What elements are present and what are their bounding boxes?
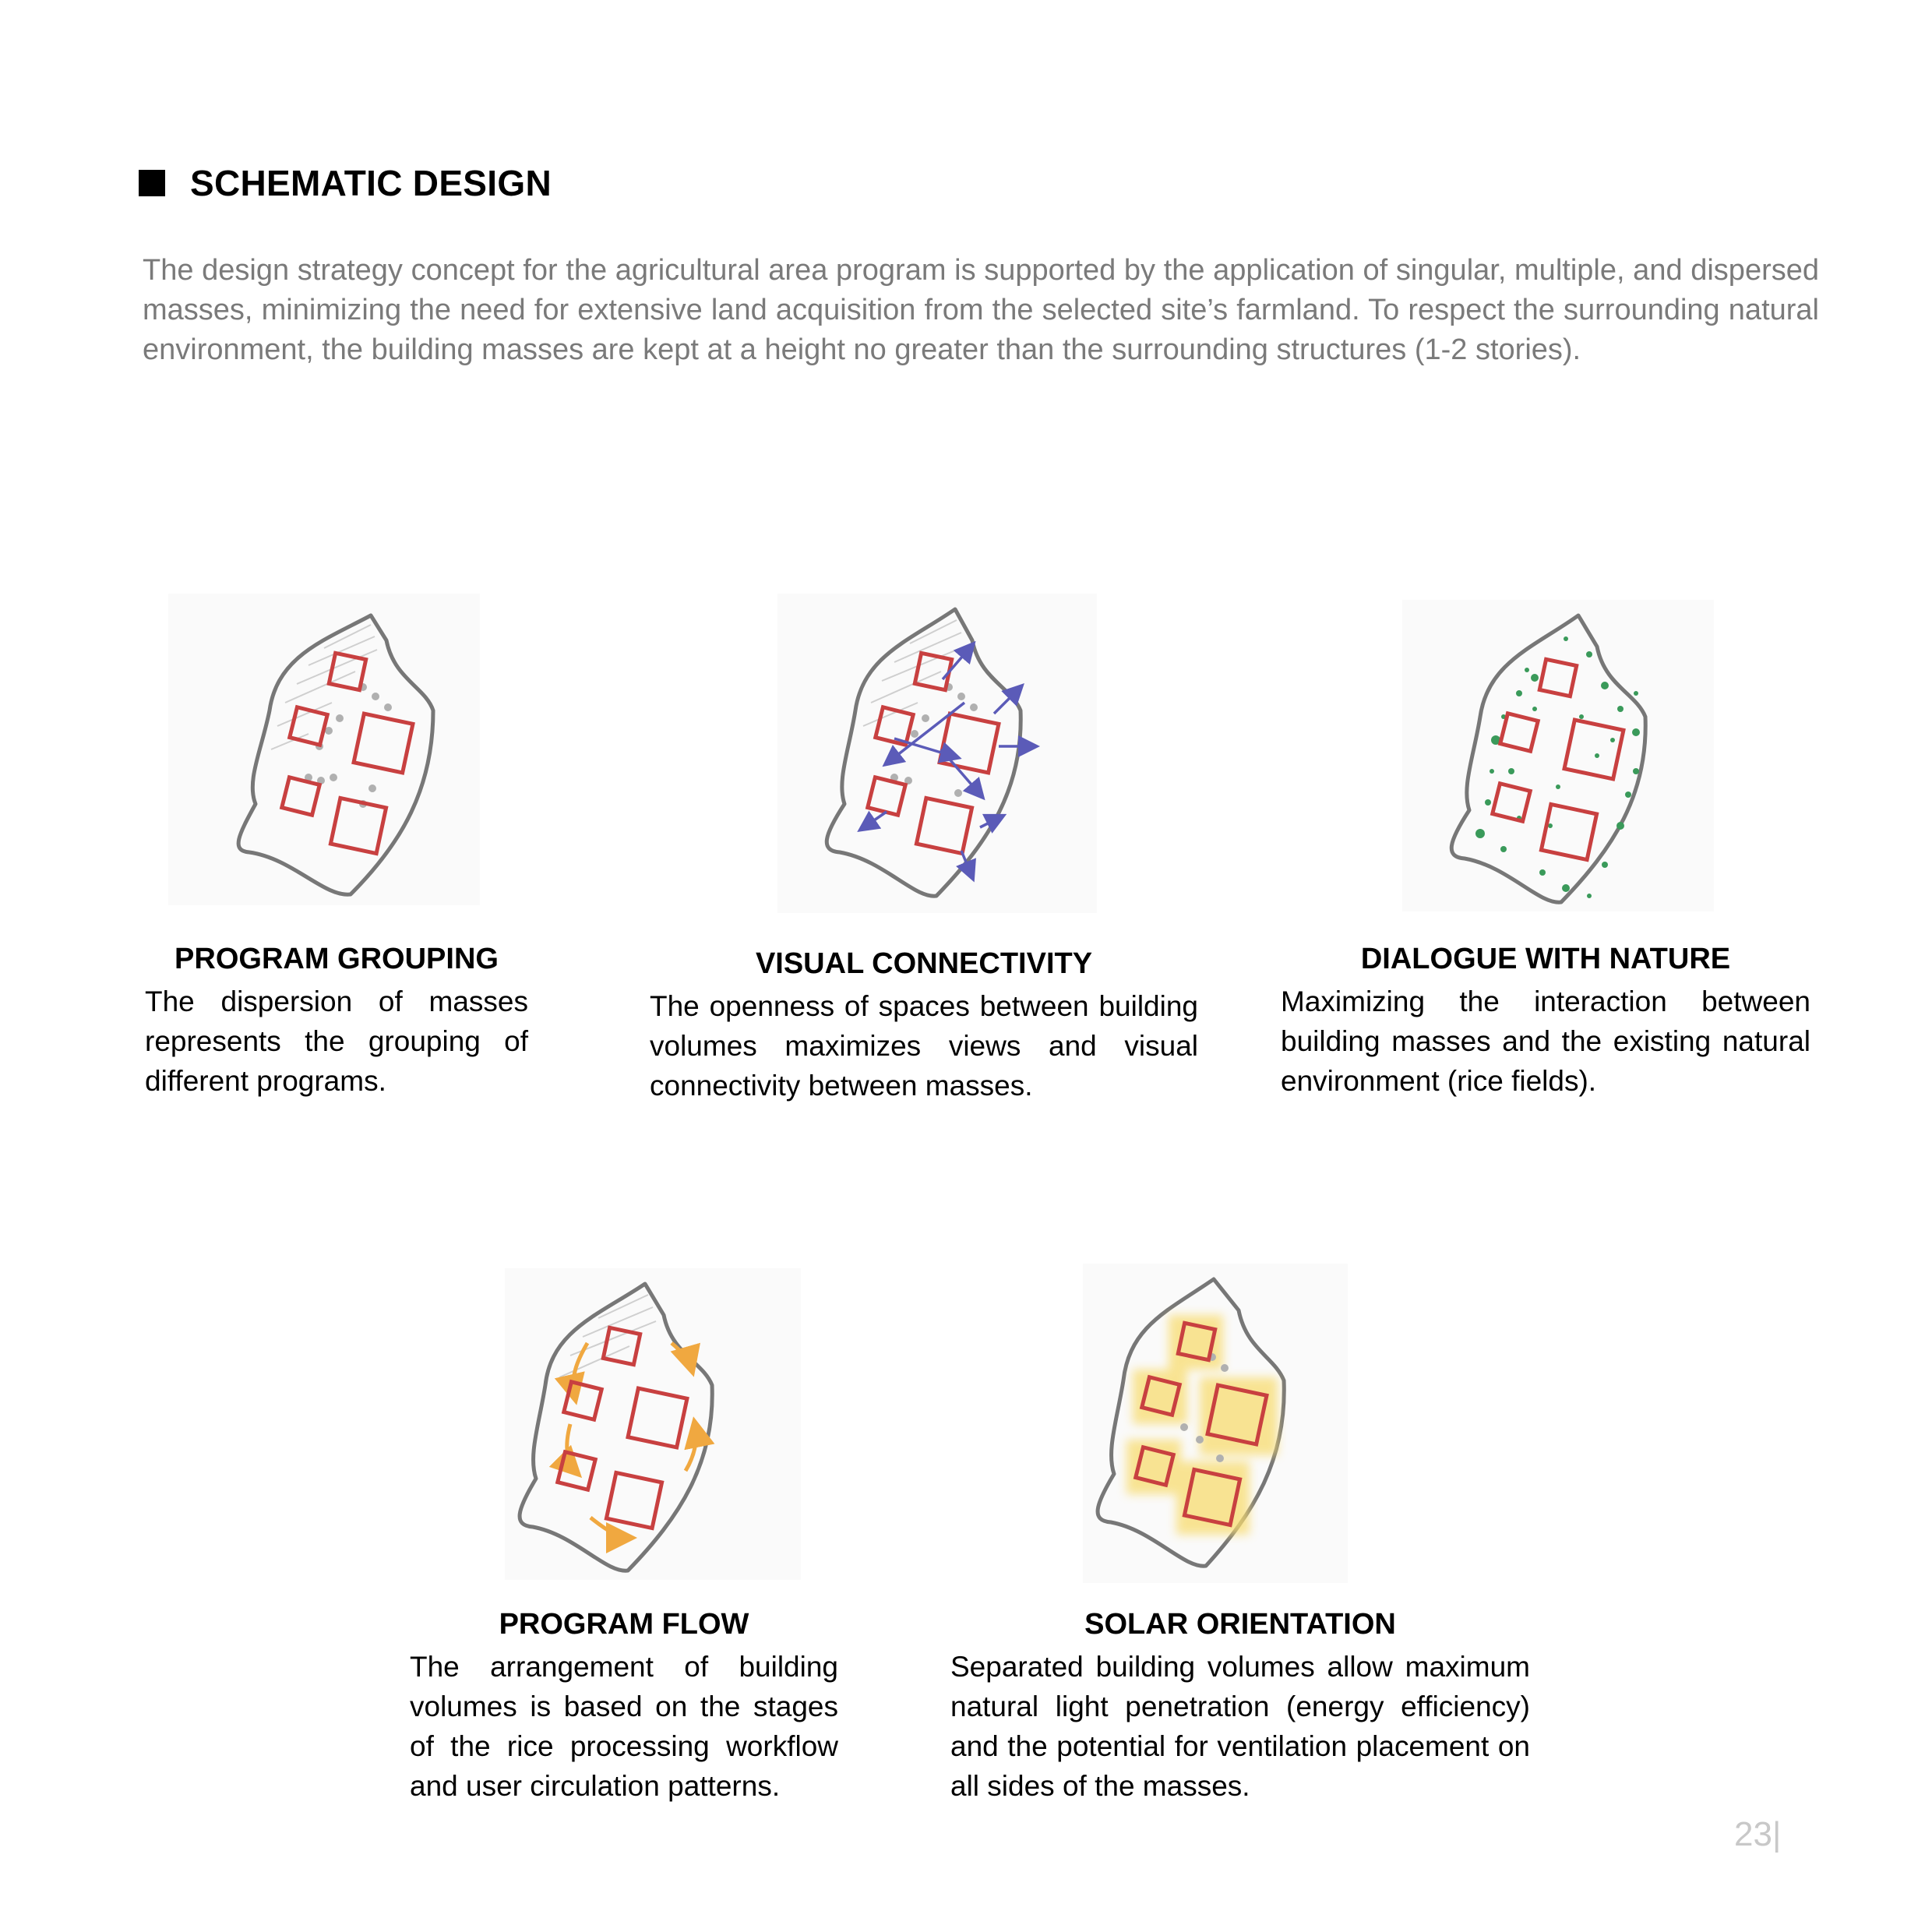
program-flow-sketch bbox=[505, 1268, 801, 1580]
solar-orientation-sketch bbox=[1083, 1264, 1348, 1583]
section-heading bbox=[139, 162, 552, 204]
building-masses bbox=[282, 653, 413, 853]
building-masses bbox=[1493, 659, 1624, 859]
visual-connectivity-sketch bbox=[777, 594, 1097, 913]
program-flow-title: PROGRAM FLOW bbox=[499, 1608, 749, 1641]
dialogue-with-nature-sketch bbox=[1402, 600, 1714, 911]
building-masses bbox=[558, 1327, 687, 1528]
site-outline bbox=[520, 1284, 712, 1571]
visual-connectivity-description: The openness of spaces between building volumes maximizes views and visual connectivity between masses. bbox=[650, 990, 1198, 1102]
dialogue-with-nature-title: DIALOGUE WITH NATURE bbox=[1360, 943, 1731, 975]
visual-connectivity-title: VISUAL CONNECTIVITY bbox=[755, 947, 1093, 980]
intro-paragraph: The design strategy concept for the agricultural area program is supported by the application of singular, multiple, and dispersed masses, minimizing the need for extensive land acquisition from the selected site’s farmland. To respect the surrounding natural environment, the building masses are kept at a height no greater than the surrounding structures (1-2 stories). bbox=[143, 254, 1819, 366]
program-flow-description: The arrangement of building volumes is based on the stages of the rice processing workflow and user circulation patterns. bbox=[410, 1651, 838, 1802]
program-grouping-sketch bbox=[168, 594, 480, 905]
section-title: SCHEMATIC DESIGN bbox=[190, 163, 552, 203]
building-masses bbox=[868, 653, 999, 853]
program-grouping-description: The dispersion of masses represents the grouping of different programs. bbox=[145, 985, 528, 1097]
dialogue-with-nature-description: Maximizing the interaction between building masses and the existing natural environment (rice fields). bbox=[1281, 985, 1810, 1097]
solar-orientation-description: Separated building volumes allow maximum natural light penetration (energy efficiency) and the potential for ventilation placement on all sides of the masses. bbox=[950, 1651, 1530, 1802]
page-number: 23| bbox=[1734, 1815, 1782, 1853]
solar-orientation-title: SOLAR ORIENTATION bbox=[1084, 1608, 1396, 1641]
program-grouping-title: PROGRAM GROUPING bbox=[175, 943, 499, 975]
black-square-icon bbox=[139, 170, 165, 196]
